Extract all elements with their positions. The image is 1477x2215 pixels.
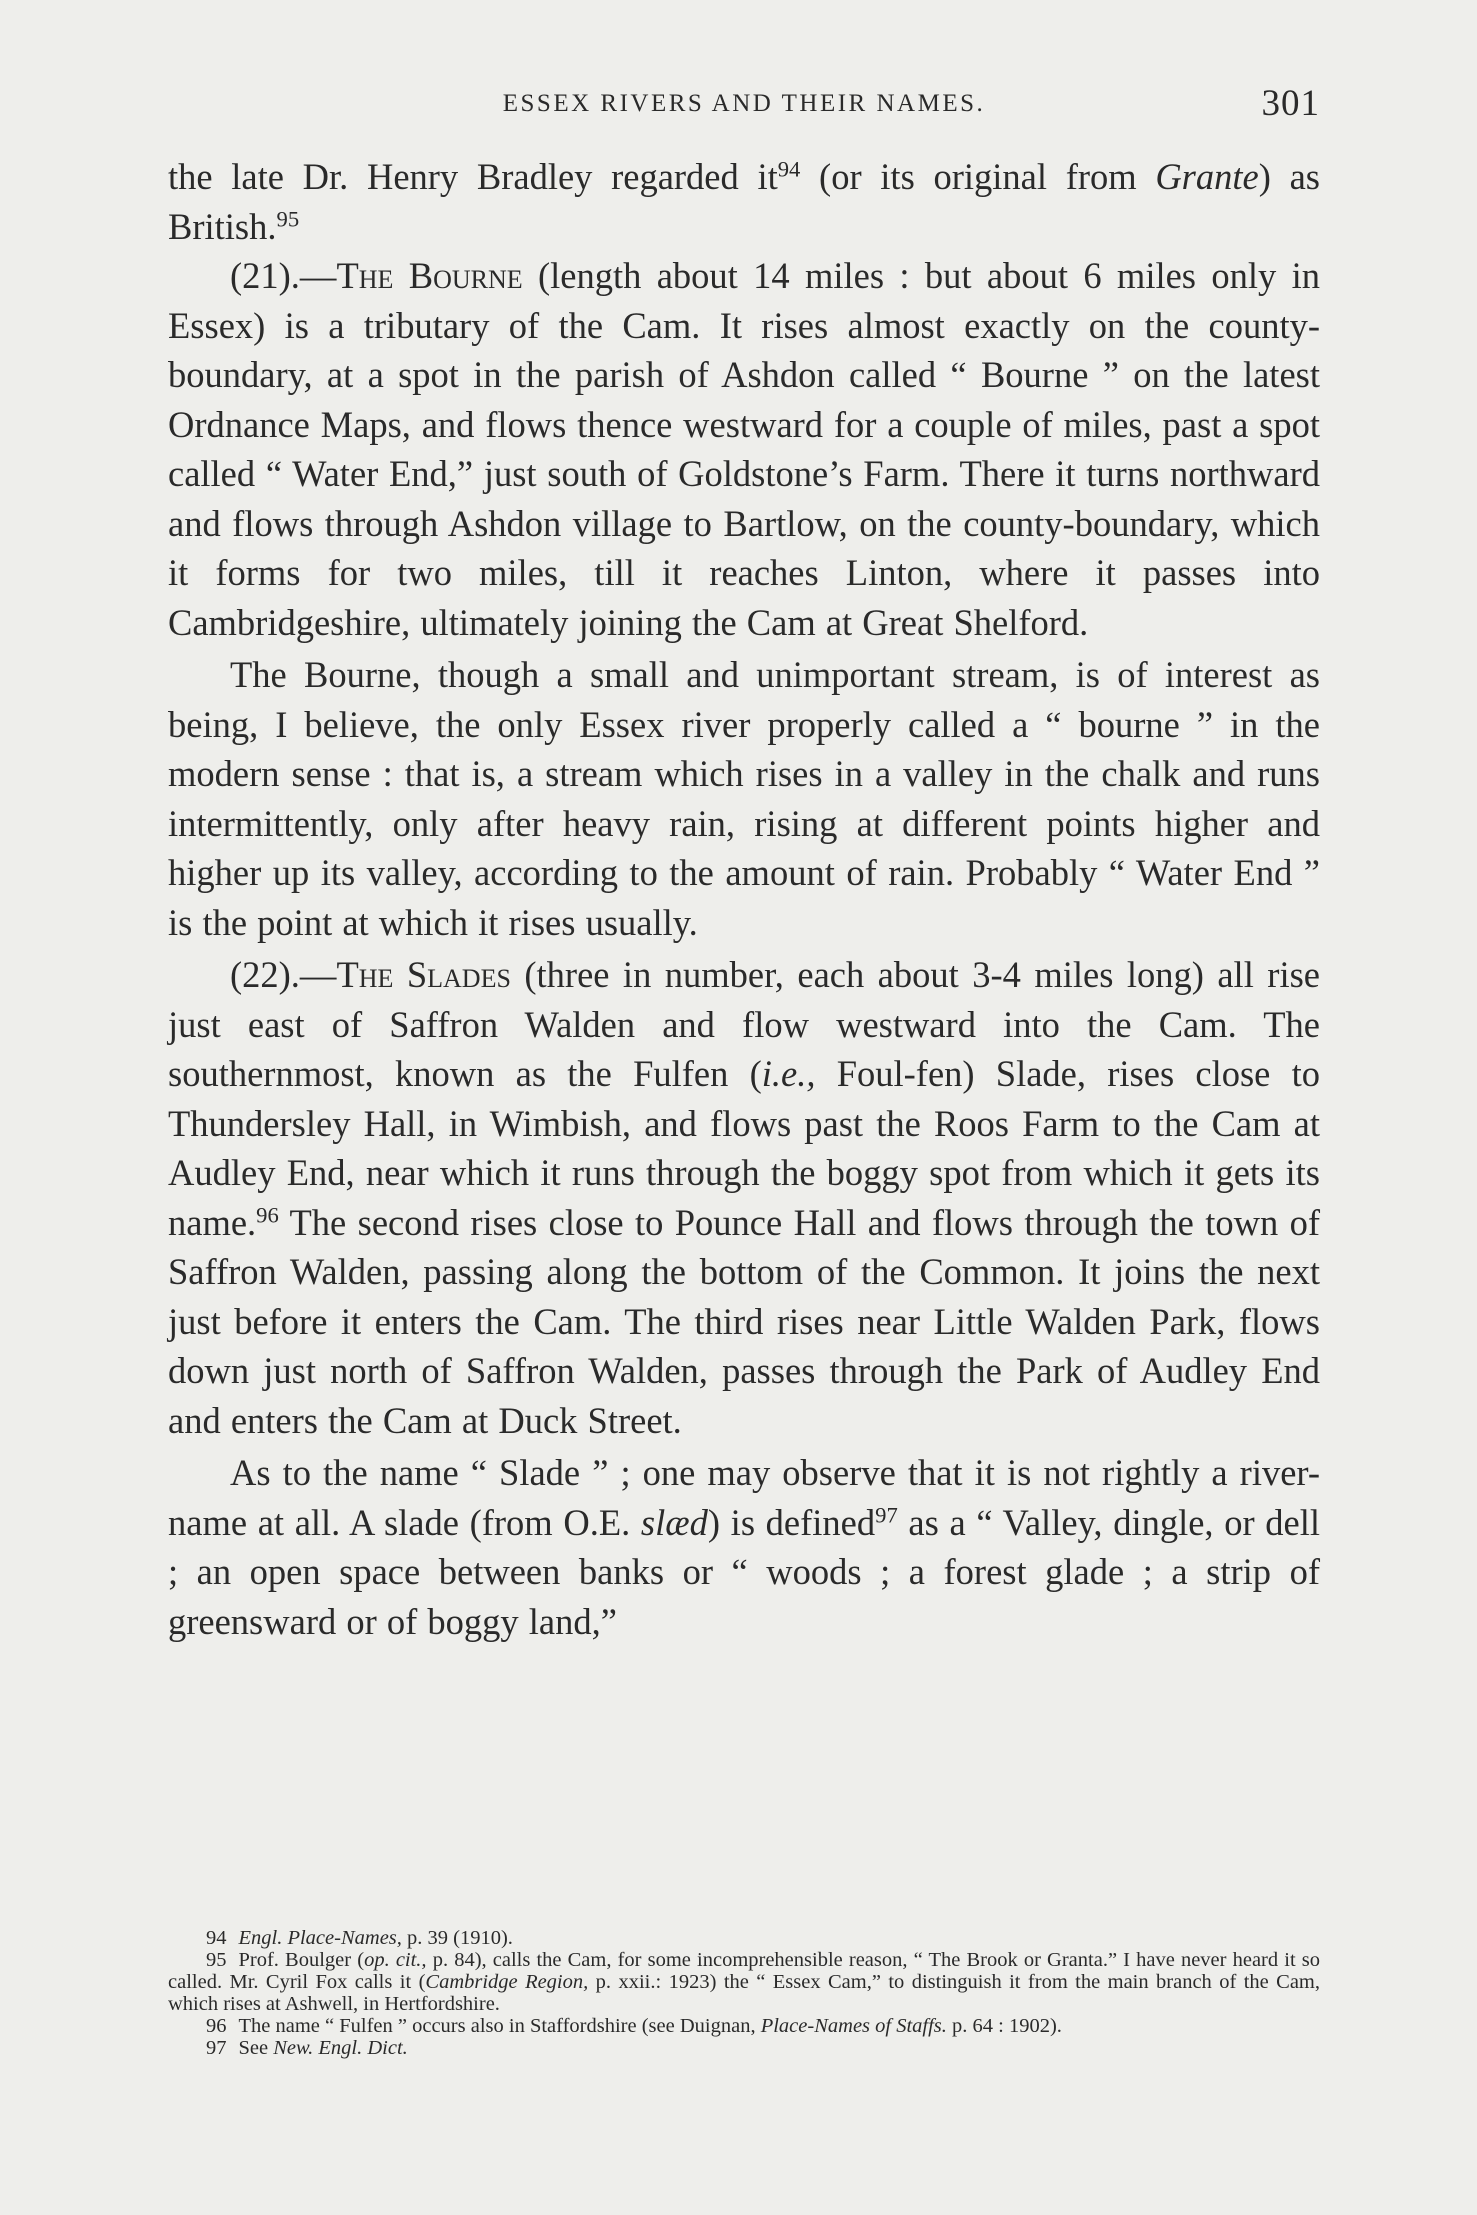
text-run: (three in number, each about 3-4 miles long) all rise just east of Saffron Walden and flow westward into the Cam. The southernmost, known as the Fulfen ( [168,954,1320,1094]
text-run: as a “ Valley, dingle, or dell ; an open space between banks or “ woods ; a forest glade ; a strip of greensward or of boggy land,” [168,1501,1320,1642]
running-title: ESSEX RIVERS AND THEIR NAMES. [502,90,986,117]
text-run: ) is defined [707,1501,876,1543]
italic-text: New. Engl. Dict. [273,2037,408,2059]
italic-text: i.e., [761,1053,816,1094]
footnote-ref-94: 94 [777,156,801,182]
text-run: The second rises close to Pounce Hall and flows through the town of Saffron Walden, passing along the bottom of the Common. It joins the next just before it enters the Cam. The third rises near Little Walden Park, flows down just north of Saffron Walden, passes through the Park of Audley End and enters the Cam at Duck Street. [168,1201,1320,1441]
footnote-ref-95: 95 [276,206,300,232]
text-run: Foul-fen) Slade, rises close to Thundersley Hall, in Wimbish, and flows past the Roos Farm to the Cam at Audley End, near which it runs through the boggy spot from which it gets its name. [168,1053,1320,1243]
footnote-number: 96 [206,2015,227,2037]
text-run: (or its original from [800,156,1156,197]
main-text [168,152,1320,1646]
footnote-ref-97: 97 [875,1502,898,1528]
paragraph-bourne [168,251,1320,647]
text-run: See [238,2037,274,2059]
footnote-number: 95 [206,1949,227,1971]
italic-text: op. cit., [364,1949,427,1971]
page-number: 301 [1261,83,1320,124]
text-run: the late Dr. Henry Bradley regarded it [168,156,778,197]
paragraph-slades [168,950,1320,1445]
footnote-ref-96: 96 [256,1202,279,1228]
text-run: The name “ Fulfen ” occurs also in Staffordshire (see Duignan, [238,2015,761,2037]
footnote-94 [168,1927,1320,1949]
italic-text: Place-Names of Staffs. [760,2015,947,2037]
footnotes [168,1927,1320,2059]
text-run: p. 39 (1910). [401,1927,513,1949]
text-run: (length about 14 miles : but about 6 miles only in Essex) is a tributary of the Cam. It rises almost exactly on the county-boundary, at a spot in the parish of Ashdon called “ Bourne ” on the latest Ordnance Maps, and flows thence westward for a couple of miles, past a spot called “ Water End,” just south of Goldstone’s Farm. There it turns northward and flows through Ashdon village to Bartlow, on the county-boundary, which it forms for two miles, till it reaches Linton, where it passes into Cambridgeshire, ultimately joining the Cam at Great Shelford. [168,255,1320,643]
paragraph-slade-name [168,1448,1320,1646]
italic-text: Grante [1155,156,1259,197]
text-run: Prof. Boulger ( [238,1949,365,1971]
section-number: (21).— [230,255,337,296]
text-run: As to the name “ Slade ” ; one may observe that it is not rightly a river-name at all. A slade (from O.E. [168,1452,1320,1543]
text-run: p. 84), calls the Cam, for some incomprehensible reason, “ The Brook or Granta.” I have never heard it so called. Mr. Cyril Fox calls it ( [168,1949,1320,1993]
text-run: The Bourne, though a small and unimportant stream, is of interest as being, I believe, the only Essex river properly called a “ bourne ” in the modern sense : that is, a stream which rises in a valley in the chalk and runs intermittently, only after heavy rain, rising at different points higher and higher up its valley, according to the amount of rain. Probably “ Water End ” is the point at which it rises usually. [168,654,1320,943]
text-run: ) as British. [168,156,1320,247]
italic-text: slæd [640,1501,708,1543]
text-run: p. 64 : 1902). [946,2015,1062,2037]
footnote-97 [168,2037,1320,2059]
footnote-number: 94 [206,1927,227,1949]
paragraph-continuation [168,152,1320,251]
footnote-number: 97 [206,2037,227,2059]
italic-text: Engl. Place-Names, [238,1927,402,1949]
section-number: (22).— [230,954,337,995]
page-header [168,82,1320,132]
paragraph-bourne-interest [168,650,1320,947]
section-heading: The Slades [336,954,511,995]
italic-text: Cambridge Region, [425,1971,589,1993]
footnote-96 [168,2015,1320,2037]
text-run: p. xxii.: 1923) the “ Essex Cam,” to distinguish it from the main branch of the Cam, which rises at Ashwell, in Hertfordshire. [168,1971,1320,2015]
section-heading: The Bourne [336,255,523,296]
footnote-95 [168,1949,1320,2015]
